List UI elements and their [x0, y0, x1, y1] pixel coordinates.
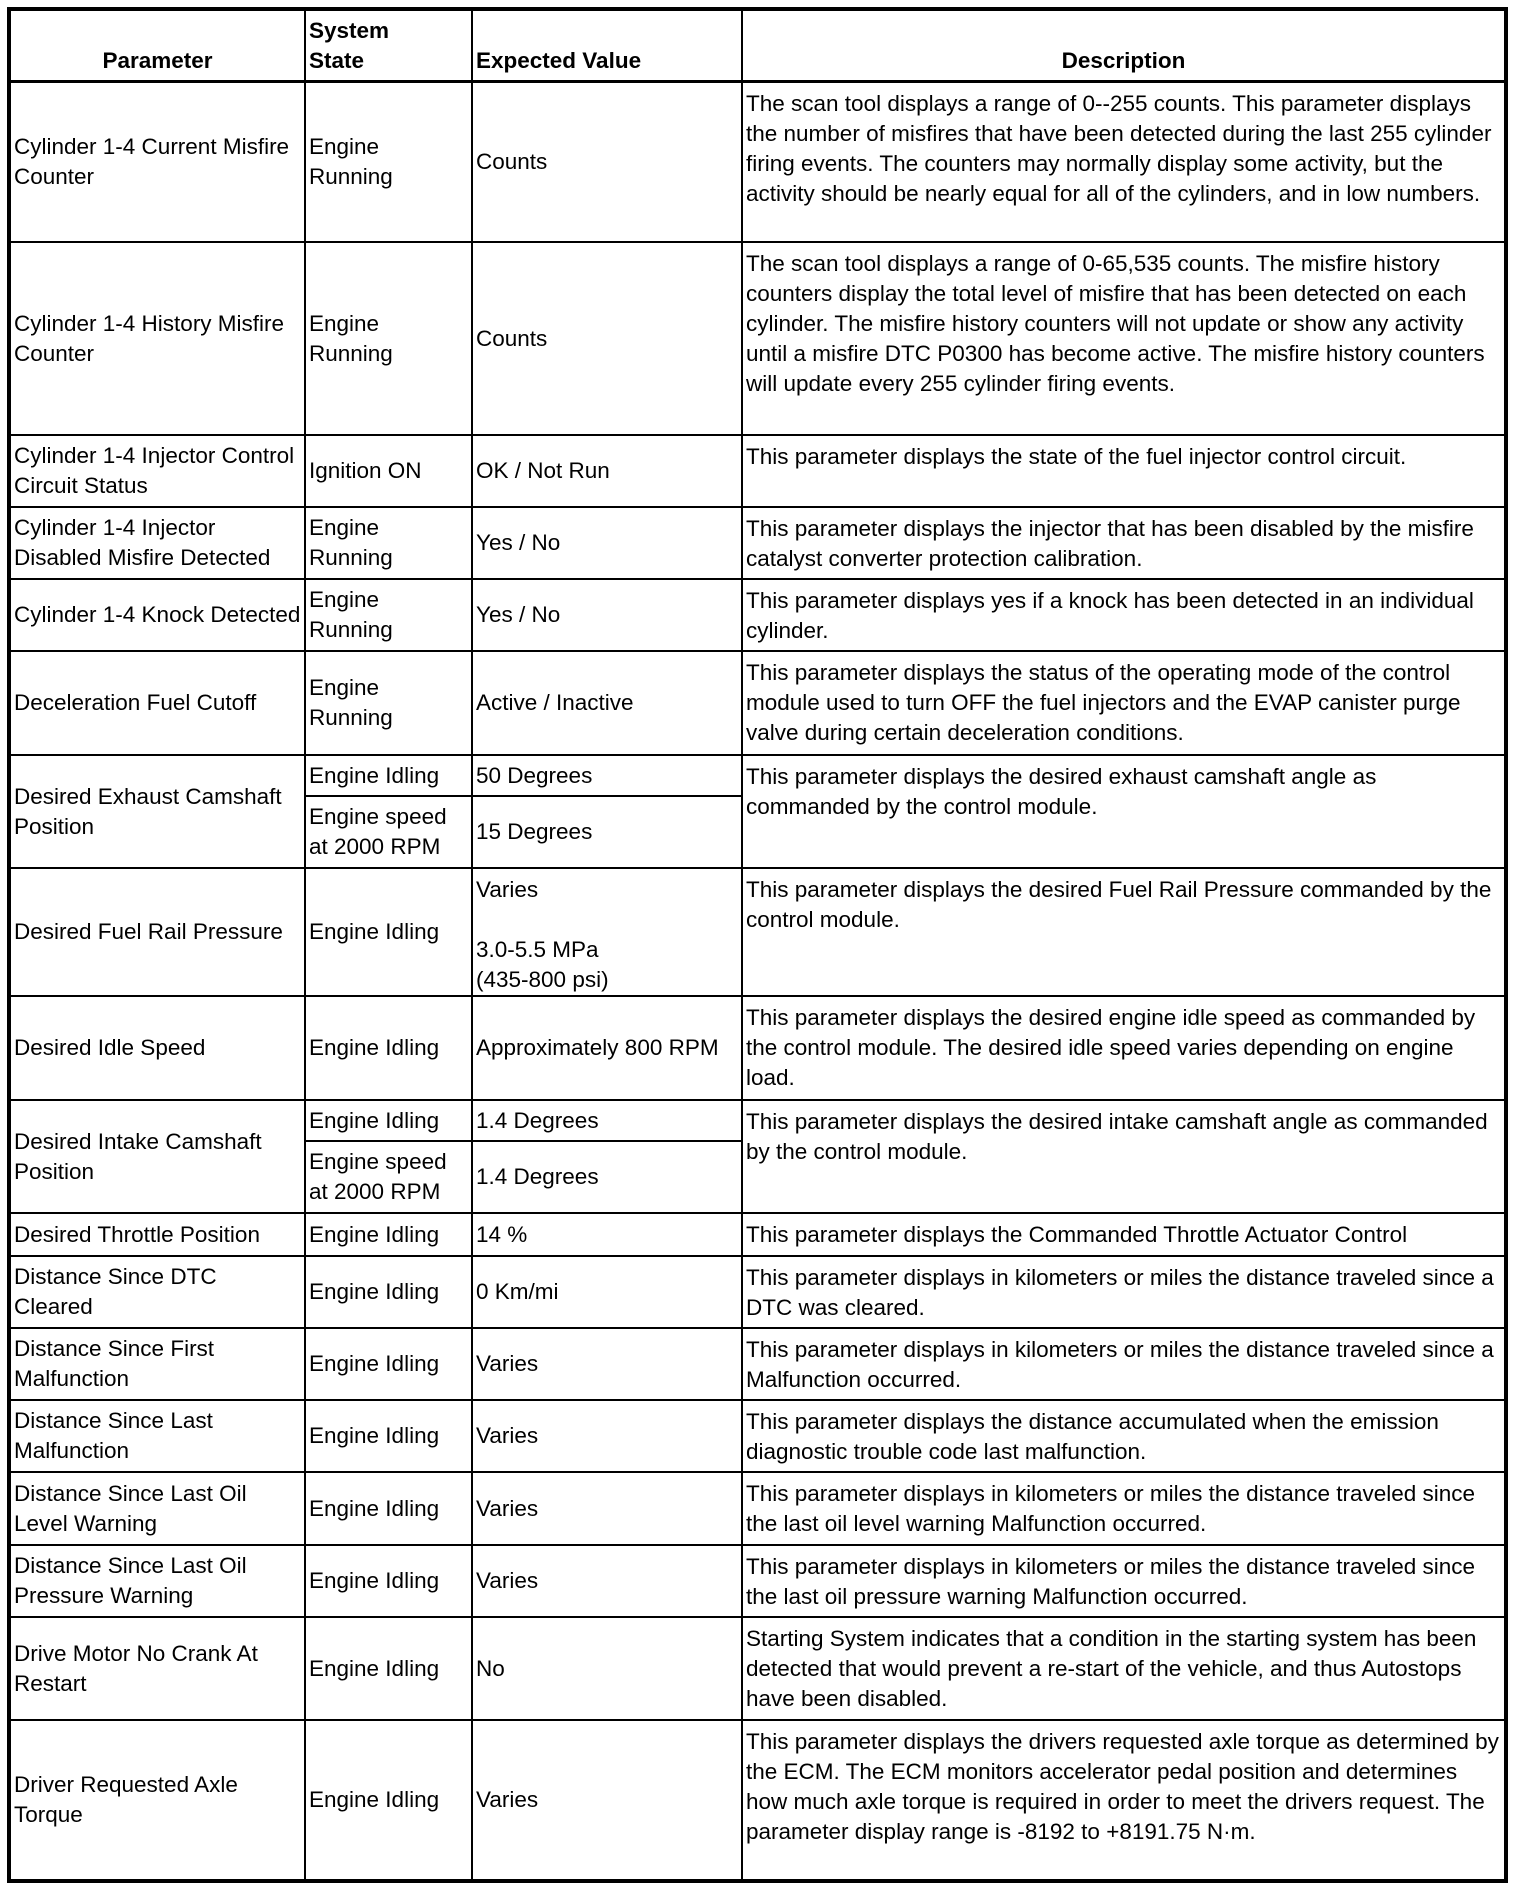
system-state-cell: Engine Running	[305, 651, 472, 755]
system-state-cell: Engine Idling	[305, 1213, 472, 1256]
expected-value-cell: Varies	[472, 1400, 742, 1472]
description-cell: The scan tool displays a range of 0-65,535 counts. The misfire history counters display the total level of misfire that has been detected on each cylinder. The misfire history counters will not update or show any activity until a misfire DTC P0300 has become active. The misfire history counters will update every 255 cylinder firing events.	[742, 242, 1506, 435]
system-state-cell: Engine Running	[305, 579, 472, 651]
expected-value-cell: 14 %	[472, 1213, 742, 1256]
parameter-cell: Cylinder 1-4 Knock Detected	[9, 579, 305, 651]
table-row	[9, 435, 1506, 507]
parameter-cell: Distance Since DTC Cleared	[9, 1256, 305, 1328]
expected-value-cell: Yes / No	[472, 507, 742, 579]
header-parameter: Parameter	[9, 9, 305, 81]
system-state-cell: Engine speed at 2000 RPM	[305, 1141, 472, 1213]
parameter-cell: Desired Throttle Position	[9, 1213, 305, 1256]
description-cell: Starting System indicates that a condition in the starting system has been detected that would prevent a re-start of the vehicle, and thus Autostops have been disabled.	[742, 1617, 1506, 1720]
description-cell: This parameter displays the desired Fuel Rail Pressure commanded by the control module.	[742, 868, 1506, 996]
parameter-cell: Cylinder 1-4 History Misfire Counter	[9, 242, 305, 435]
table-row	[9, 1472, 1506, 1545]
system-state-cell: Engine Idling	[305, 996, 472, 1100]
parameter-cell: Distance Since Last Malfunction	[9, 1400, 305, 1472]
system-state-cell: Engine Idling	[305, 1256, 472, 1328]
expected-value-cell: No	[472, 1617, 742, 1720]
parameter-cell: Cylinder 1-4 Injector Control Circuit Status	[9, 435, 305, 507]
system-state-cell: Engine Running	[305, 242, 472, 435]
description-cell: This parameter displays in kilometers or miles the distance traveled since the last oil level warning Malfunction occurred.	[742, 1472, 1506, 1545]
description-cell: This parameter displays in kilometers or miles the distance traveled since the last oil pressure warning Malfunction occurred.	[742, 1545, 1506, 1617]
system-state-cell: Engine Running	[305, 507, 472, 579]
table-row	[9, 996, 1506, 1100]
system-state-cell: Engine Idling	[305, 1328, 472, 1400]
table-row	[9, 242, 1506, 435]
table-row	[9, 1213, 1506, 1256]
description-cell: This parameter displays the desired intake camshaft angle as commanded by the control module.	[742, 1100, 1506, 1213]
parameter-cell: Distance Since Last Oil Pressure Warning	[9, 1545, 305, 1617]
table-row	[9, 1400, 1506, 1472]
table-row	[9, 1256, 1506, 1328]
table-row	[9, 579, 1506, 651]
parameter-cell: Drive Motor No Crank At Restart	[9, 1617, 305, 1720]
table-row	[9, 1100, 1506, 1141]
parameter-cell: Distance Since First Malfunction	[9, 1328, 305, 1400]
expected-value-cell: Varies	[472, 1545, 742, 1617]
description-cell: This parameter displays the state of the fuel injector control circuit.	[742, 435, 1506, 507]
parameter-cell: Desired Fuel Rail Pressure	[9, 868, 305, 996]
description-cell: This parameter displays yes if a knock has been detected in an individual cylinder.	[742, 579, 1506, 651]
system-state-cell: Engine speed at 2000 RPM	[305, 796, 472, 868]
table-row	[9, 507, 1506, 579]
table-row	[9, 1328, 1506, 1400]
table-row	[9, 81, 1506, 242]
description-cell: The scan tool displays a range of 0--255 counts. This parameter displays the number of misfires that have been detected during the last 255 cylinder firing events. The counters may normally display some activity, but the activity should be nearly equal for all of the cylinders, and in low numbers.	[742, 81, 1506, 242]
expected-value-cell: Varies 3.0-5.5 MPa (435-800 psi)	[472, 868, 742, 996]
table-row	[9, 868, 1506, 996]
expected-value-cell: Active / Inactive	[472, 651, 742, 755]
parameter-table	[7, 7, 1508, 1883]
system-state-cell: Engine Idling	[305, 1472, 472, 1545]
header-row	[9, 9, 1506, 81]
description-cell: This parameter displays the distance accumulated when the emission diagnostic trouble code last malfunction.	[742, 1400, 1506, 1472]
parameter-cell: Cylinder 1-4 Injector Disabled Misfire Detected	[9, 507, 305, 579]
description-cell: This parameter displays the desired exhaust camshaft angle as commanded by the control module.	[742, 755, 1506, 868]
expected-value-cell: Approximately 800 RPM	[472, 996, 742, 1100]
header-description: Description	[742, 9, 1506, 81]
table-row	[9, 755, 1506, 796]
description-cell: This parameter displays the drivers requested axle torque as determined by the ECM. The ECM monitors accelerator pedal position and determines how much axle torque is required in order to meet the drivers request. The parameter display range is -8192 to +8191.75 N·m.	[742, 1720, 1506, 1881]
description-cell: This parameter displays the status of the operating mode of the control module used to turn OFF the fuel injectors and the EVAP canister purge valve during certain deceleration conditions.	[742, 651, 1506, 755]
expected-value-cell: 1.4 Degrees	[472, 1100, 742, 1141]
expected-value-cell: 0 Km/mi	[472, 1256, 742, 1328]
system-state-cell: Engine Idling	[305, 1400, 472, 1472]
expected-value-cell: OK / Not Run	[472, 435, 742, 507]
parameter-cell: Distance Since Last Oil Level Warning	[9, 1472, 305, 1545]
expected-value-cell: Yes / No	[472, 579, 742, 651]
expected-value-cell: Counts	[472, 81, 742, 242]
parameter-cell: Driver Requested Axle Torque	[9, 1720, 305, 1881]
description-cell: This parameter displays in kilometers or miles the distance traveled since a DTC was cleared.	[742, 1256, 1506, 1328]
system-state-cell: Engine Idling	[305, 1545, 472, 1617]
expected-value-cell: Varies	[472, 1720, 742, 1881]
parameter-cell: Deceleration Fuel Cutoff	[9, 651, 305, 755]
parameter-cell: Desired Exhaust Camshaft Position	[9, 755, 305, 868]
expected-value-cell: 1.4 Degrees	[472, 1141, 742, 1213]
description-cell: This parameter displays the Commanded Throttle Actuator Control	[742, 1213, 1506, 1256]
expected-value-cell: 50 Degrees	[472, 755, 742, 796]
expected-value-cell: Counts	[472, 242, 742, 435]
expected-value-cell: Varies	[472, 1328, 742, 1400]
parameter-cell: Desired Intake Camshaft Position	[9, 1100, 305, 1213]
table-row	[9, 1545, 1506, 1617]
table-row	[9, 1617, 1506, 1720]
system-state-cell: Engine Running	[305, 81, 472, 242]
system-state-cell: Engine Idling	[305, 1720, 472, 1881]
system-state-cell: Engine Idling	[305, 868, 472, 996]
parameter-cell: Cylinder 1-4 Current Misfire Counter	[9, 81, 305, 242]
description-cell: This parameter displays the injector that has been disabled by the misfire catalyst converter protection calibration.	[742, 507, 1506, 579]
description-cell: This parameter displays the desired engine idle speed as commanded by the control module. The desired idle speed varies depending on engine load.	[742, 996, 1506, 1100]
header-system-state: System State	[305, 9, 472, 81]
system-state-cell: Engine Idling	[305, 1100, 472, 1141]
system-state-cell: Engine Idling	[305, 755, 472, 796]
system-state-cell: Engine Idling	[305, 1617, 472, 1720]
parameter-cell: Desired Idle Speed	[9, 996, 305, 1100]
expected-value-cell: Varies	[472, 1472, 742, 1545]
system-state-cell: Ignition ON	[305, 435, 472, 507]
expected-value-cell: 15 Degrees	[472, 796, 742, 868]
table-row	[9, 651, 1506, 755]
description-cell: This parameter displays in kilometers or miles the distance traveled since a Malfunction occurred.	[742, 1328, 1506, 1400]
table-row	[9, 1720, 1506, 1881]
header-expected-value: Expected Value	[472, 9, 742, 81]
